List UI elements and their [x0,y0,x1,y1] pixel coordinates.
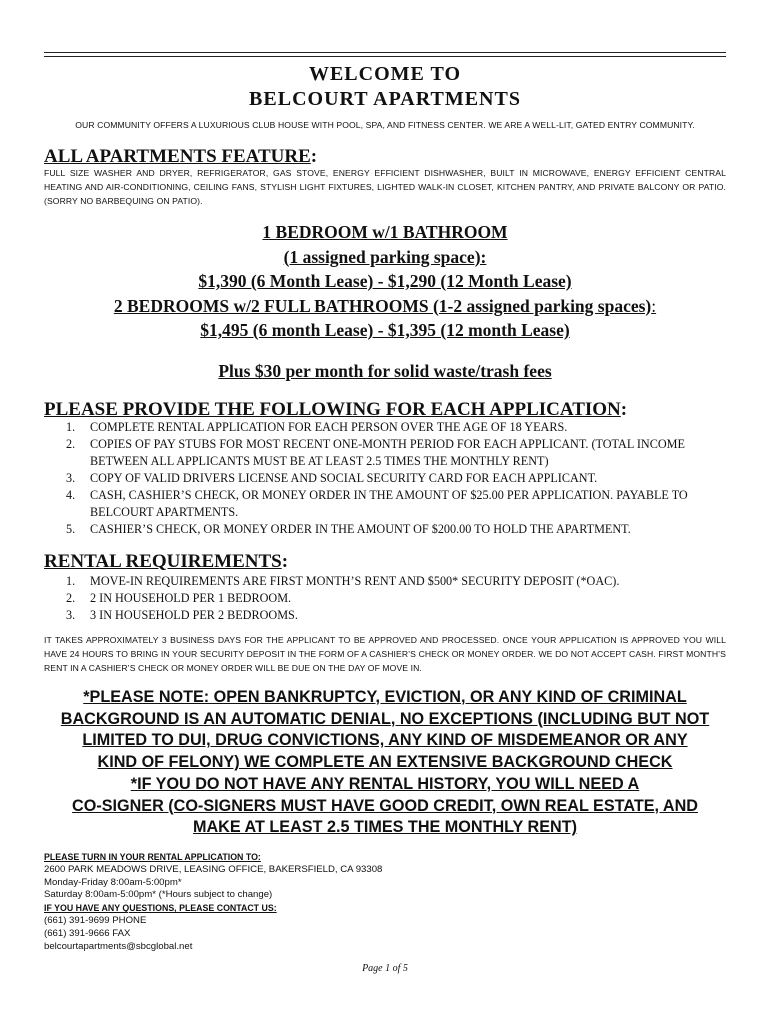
turn-in-heading: PLEASE TURN IN YOUR RENTAL APPLICATION TO: [44,852,261,862]
list-number: 1. [66,420,76,434]
list-item-text: 2 IN HOUSEHOLD PER 1 BEDROOM. [90,591,292,605]
page-number: Page 1 of 5 [362,963,408,974]
list-item-text: COPIES OF PAY STUBS FOR MOST RECENT ONE-MONTH PERIOD FOR EACH APPLICANT. (TOTAL INCOME BETWEEN ALL APPLICANTS MUST BE AT LEAST 2.5 TIMES THE MONTHLY RENT) [90,437,685,468]
list-item [44,590,726,607]
list-number: 5. [66,522,76,536]
contact-block [44,851,726,953]
pricing-1br-title: 1 BEDROOM w/1 BATHROOM [262,222,508,242]
list-item [44,573,726,590]
pricing-2br-title-text: 2 BEDROOMS w/2 FULL BATHROOMS (1-2 assigned parking spaces) [113,295,652,316]
pricing-2br-title [44,294,726,319]
email-address[interactable]: belcourtapartments@sbcglobal.net [44,940,193,952]
page-title [44,62,726,112]
trash-fee: Plus $30 per month for solid waste/trash fees [218,361,552,381]
list-number: 1. [66,574,76,588]
background-notice [44,687,726,839]
approval-paragraph: IT TAKES APPROXIMATELY 3 BUSINESS DAYS FOR THE APPLICANT TO BE APPROVED AND PROCESSED. ONCE YOUR APPLICATION IS APPROVED YOU WILL HAVE 24 HOURS TO BRING IN YOUR SECURITY DEPOSIT IN THE FORM OF A CASHIER’S CHECK OR MONEY ORDER. WE DO NOT ACCEPT CASH. FIRST MONTH’S RENT IN A CASHIER’S CHECK OR MONEY ORDER WILL BE DUE ON THE DAY OF MOVE IN. [44,635,726,673]
list-number: 3. [66,471,76,485]
pricing-2br-colon: : [651,295,657,316]
list-item-text: 3 IN HOUSEHOLD PER 2 BEDROOMS. [90,608,298,622]
list-item-text: MOVE-IN REQUIREMENTS ARE FIRST MONTH’S RENT AND $500* SECURITY DEPOSIT (*OAC). [90,574,620,588]
top-rule-double [44,56,726,57]
list-item [44,607,726,624]
list-number: 2. [66,437,76,451]
list-item [44,521,726,538]
notice-line: BACKGROUND IS AN AUTOMATIC DENIAL, NO EXCEPTIONS (INCLUDING BUT NOT [60,709,710,728]
list-number: 3. [66,608,76,622]
questions-heading: IF YOU HAVE ANY QUESTIONS, PLEASE CONTACT US: [44,903,277,914]
list-item-text: COPY OF VALID DRIVERS LICENSE AND SOCIAL SECURITY CARD FOR EACH APPLICANT. [90,471,598,485]
pricing-1br-parking: (1 assigned parking space): [283,246,487,267]
pricing-1br-rates: $1,390 (6 Month Lease) - $1,290 (12 Month Lease) [198,271,572,291]
list-item [44,419,726,436]
list-item [44,470,726,487]
features-heading-text: ALL APARTMENTS FEATURE [44,146,311,167]
notice-line: *IF YOU DO NOT HAVE ANY RENTAL HISTORY, YOU WILL NEED A [130,774,640,793]
application-heading-text: PLEASE PROVIDE THE FOLLOWING FOR EACH APPLICATION [44,399,621,420]
notice-line: *PLEASE NOTE: OPEN BANKRUPTCY, EVICTION, OR ANY KIND OF CRIMINAL [83,688,687,706]
application-list [44,419,726,538]
notice-line: LIMITED TO DUI, DRUG CONVICTIONS, ANY KIND OF MISDEMEANOR OR ANY [82,731,688,750]
notice-line: MAKE AT LEAST 2.5 TIMES THE MONTHLY RENT) [192,818,578,837]
title-line-2: BELCOURT APARTMENTS [249,88,521,110]
notice-line: CO-SIGNER (CO-SIGNERS MUST HAVE GOOD CREDIT, OWN REAL ESTATE, AND [72,796,698,815]
list-item [44,436,726,470]
title-line-1: WELCOME TO [308,63,462,85]
list-number: 4. [66,488,76,502]
requirements-heading-text: RENTAL REQUIREMENTS [44,551,282,572]
list-item-text: CASH, CASHIER’S CHECK, OR MONEY ORDER IN THE AMOUNT OF $25.00 PER APPLICATION. PAYABLE TO BELCOURT APARTMENTS. [90,488,688,519]
fax-number: (661) 391-9666 FAX [44,927,131,939]
saturday-hours: Saturday 8:00am-5:00pm* (*Hours subject to change) [44,889,273,901]
list-item [44,487,726,521]
intro-text: OUR COMMUNITY OFFERS A LUXURIOUS CLUB HOUSE WITH POOL, SPA, AND FITNESS CENTER. WE ARE A WELL-LIT, GATED ENTRY COMMUNITY. [75,120,695,130]
office-address: 2600 PARK MEADOWS DRIVE, LEASING OFFICE, BAKERSFIELD, CA 93308 [44,863,383,875]
list-item-text: CASHIER’S CHECK, OR MONEY ORDER IN THE AMOUNT OF $200.00 TO HOLD THE APARTMENT. [90,522,631,536]
features-heading-colon: : [310,146,318,167]
notice-line: KIND OF FELONY) WE COMPLETE AN EXTENSIVE BACKGROUND CHECK [97,753,673,772]
list-item-text: COMPLETE RENTAL APPLICATION FOR EACH PERSON OVER THE AGE OF 18 YEARS. [90,420,568,434]
weekday-hours: Monday-Friday 8:00am-5:00pm* [44,876,182,888]
requirements-heading [44,550,726,574]
list-number: 2. [66,591,76,605]
pricing-2br-rates: $1,495 (6 month Lease) - $1,395 (12 month Lease) [200,320,570,340]
features-text: FULL SIZE WASHER AND DRYER, REFRIGERATOR, GAS STOVE, ENERGY EFFICIENT DISHWASHER, BUILT IN MICROWAVE, ENERGY EFFICIENT CENTRAL HEATING AND AIR-CONDITIONING, CEILING FANS, STYLISH LIGHT FIXTURES, LIGHTED WALK-IN CLOSET, KITCHEN PANTRY, AND PRIVATE BALCONY OR PATIO. (SORRY NO BARBEQUING ON PATIO). [44,168,726,206]
pricing-block [44,220,726,343]
application-heading-colon: : [620,399,628,420]
phone-number: (661) 391-9699 PHONE [44,914,147,926]
requirements-heading-colon: : [281,551,289,572]
requirements-list [44,573,726,624]
top-rule [44,52,726,53]
